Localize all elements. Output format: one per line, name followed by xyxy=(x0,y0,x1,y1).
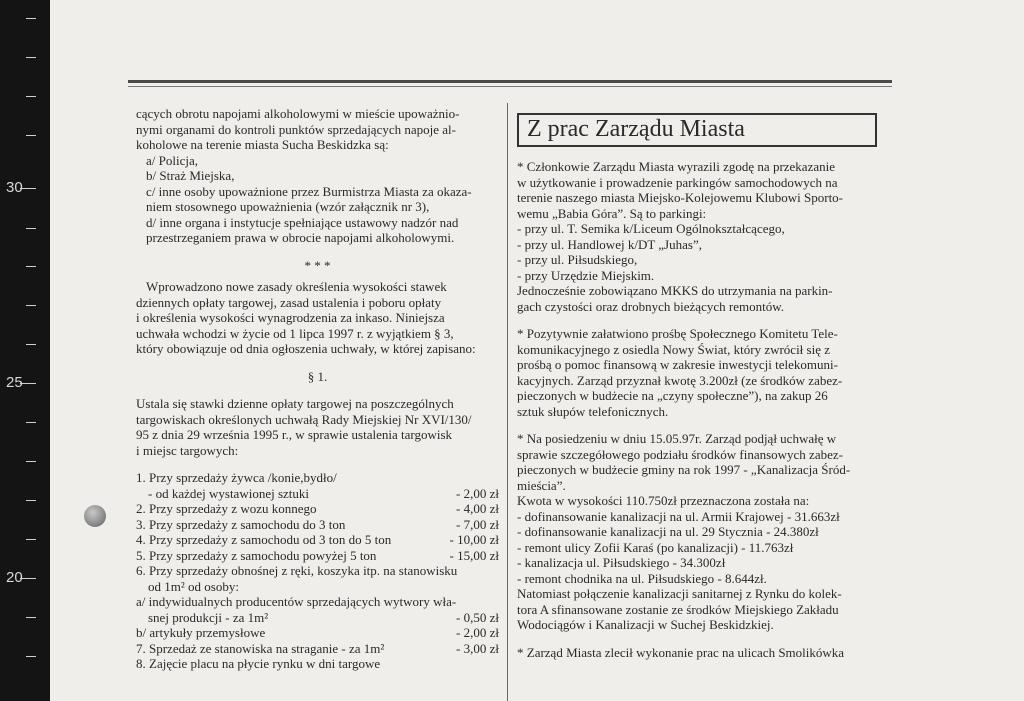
ruler-tick xyxy=(26,500,36,501)
text-line: sztuk słupów telefonicznych. xyxy=(517,403,669,419)
text-line: Wodociągów i Kanalizacji w Suchej Beskidzkiej. xyxy=(517,617,774,632)
fee-row xyxy=(136,625,499,641)
ruler-tick xyxy=(26,305,36,306)
fee-label: 6. Przy sprzedaży obnośnej z ręki, koszyka itp. na stanowisku xyxy=(136,563,458,578)
fee-row xyxy=(136,579,499,595)
ruler-tick xyxy=(26,135,36,136)
fee-row xyxy=(136,501,499,517)
text-line: mieścia”. xyxy=(517,477,566,493)
text-line: uchwała wchodzi w życie od 1 lipca 1997 r. z wyjątkiem § 3, xyxy=(136,325,454,341)
text-line: w użytkowanie i prowadzenie parkingów samochodowych na xyxy=(517,174,838,190)
intro-paragraph xyxy=(136,106,499,153)
fee-row xyxy=(136,532,499,548)
fee-label: 7. Sprzedaż ze stanowiska na straganie - za 1m² xyxy=(136,640,385,656)
text-line: koholowe na terenie miasta Sucha Beskidzka są: xyxy=(136,137,389,152)
authority-list xyxy=(136,153,499,246)
fee-label: - od każdej wystawionej sztuki xyxy=(148,485,310,501)
fee-list xyxy=(136,470,499,672)
text-line: Ustala się stawki dzienne opłaty targowej na poszczególnych xyxy=(136,396,454,411)
fee-row xyxy=(136,656,499,672)
text-line: - przy ul. Handlowej k/DT „Juhas”, xyxy=(517,236,702,252)
text-line: tora A sfinansowane zostanie ze środków Miejskiego Zakładu xyxy=(517,601,839,617)
news-item xyxy=(517,431,879,633)
ruler-tick xyxy=(26,617,36,618)
fees-intro-paragraph xyxy=(136,279,499,357)
text-line: pieczonych w budżecie gminy na rok 1997 - „Kanalizacja Śród- xyxy=(517,462,851,477)
text-line: prośbą o pomoc finansową w zakresie inwestycji telekomuni- xyxy=(517,357,838,372)
ruler-tick xyxy=(26,656,36,657)
text-line: * Członkowie Zarządu Miasta wyrazili zgodę na przekazanie xyxy=(517,159,835,174)
ruler-tick xyxy=(26,228,36,229)
fee-row xyxy=(136,470,499,486)
fee-row xyxy=(136,548,499,564)
news-item xyxy=(517,326,879,419)
fee-label: od 1m² od osoby: xyxy=(148,578,239,594)
fee-row xyxy=(136,610,499,626)
text-line: wemu „Babia Góra”. Są to parkingi: xyxy=(517,205,707,221)
section-heading: § 1. xyxy=(307,368,328,384)
right-column xyxy=(517,113,879,660)
ruler-label: 25 xyxy=(6,374,23,391)
text-line: * Zarząd Miasta zlecił wykonanie prac na ulicach Smolikówka xyxy=(517,644,845,660)
fee-value: - 2,00 zł xyxy=(456,625,499,640)
fee-value: - 7,00 zł xyxy=(456,516,499,532)
list-item: b/ Straż Miejska, xyxy=(146,168,235,183)
text-line: dziennych opłaty targowej, zasad ustalenia i poboru opłaty xyxy=(136,294,442,310)
fee-value: - 4,00 zł xyxy=(456,501,499,516)
ruler-tick xyxy=(26,422,36,423)
fee-row xyxy=(136,594,499,610)
fee-label: 3. Przy sprzedaży z samochodu do 3 ton xyxy=(136,516,346,532)
fee-row xyxy=(136,517,499,533)
fee-label: 2. Przy sprzedaży z wozu konnego xyxy=(136,501,317,516)
ruler xyxy=(0,0,50,701)
text-line: Wprowadzono nowe zasady określenia wysokości stawek xyxy=(146,279,447,294)
header-rule xyxy=(128,80,892,83)
fee-label: 4. Przy sprzedaży z samochodu od 3 ton do 5 ton xyxy=(136,532,392,547)
fee-label: b/ artykuły przemysłowe xyxy=(136,625,266,640)
ruler-label: 20 xyxy=(6,569,23,586)
news-item xyxy=(517,159,879,314)
text-line: - remont ulicy Zofii Karaś (po kanalizacji) - 11.763zł xyxy=(517,539,794,555)
text-line: i określenia wysokości wynagrodzenia za inkaso. Niniejsza xyxy=(136,310,445,325)
text-line: pieczonych w budżecie na „czyny społeczne”), na zakup 26 xyxy=(517,388,828,403)
text-line: gach czystości oraz drobnych bieżących remontów. xyxy=(517,298,784,314)
text-line: Jednocześnie zobowiązano MKKS do utrzymania na parkin- xyxy=(517,283,833,298)
fee-row xyxy=(136,486,499,502)
text-line: targowiskach określonych uchwałą Rady Miejskiej Nr XVI/130/ xyxy=(136,411,472,427)
fee-label: 8. Zajęcie placu na płycie rynku w dni targowe xyxy=(136,656,381,671)
text-line: - przy ul. Piłsudskiego, xyxy=(517,252,638,267)
text-line: - przy Urzędzie Miejskim. xyxy=(517,267,655,283)
ruler-tick xyxy=(26,344,36,345)
fee-label: 5. Przy sprzedaży z samochodu powyżej 5 ton xyxy=(136,547,377,563)
text-line: 95 z dnia 29 września 1995 r., w sprawie ustalenia targowisk xyxy=(136,427,453,442)
text-line: nymi organami do kontroli punktów sprzedających napoje al- xyxy=(136,121,456,137)
fee-row xyxy=(136,641,499,657)
fees-paragraph xyxy=(136,396,499,458)
ruler-tick xyxy=(26,18,36,19)
ruler-tick xyxy=(26,266,36,267)
text-line: sprawie szczegółowego podziału środków finansowych zabez- xyxy=(517,446,843,462)
fee-value: - 10,00 zł xyxy=(449,532,499,547)
text-line: - kanalizacja ul. Piłsudskiego - 34.300zł xyxy=(517,555,726,570)
ruler-tick xyxy=(26,96,36,97)
fee-value: - 15,00 zł xyxy=(449,547,499,563)
ruler-tick xyxy=(26,539,36,540)
text-line: kacyjnych. Zarząd przyznał kwotę 3.200zł (ze środków zabez- xyxy=(517,372,843,388)
news-item xyxy=(517,645,879,661)
fee-label: 1. Przy sprzedaży żywca /konie,bydło/ xyxy=(136,470,337,485)
ruler-label: 30 xyxy=(6,179,23,196)
text-line: Natomiast połączenie kanalizacji sanitarnej z Rynku do kolek- xyxy=(517,586,842,601)
column-divider xyxy=(507,103,508,701)
fee-value: - 3,00 zł xyxy=(456,640,499,656)
text-line: cących obrotu napojami alkoholowymi w mieście upoważnio- xyxy=(136,106,460,121)
text-line: - dofinansowanie kanalizacji na ul. 29 Stycznia - 24.380zł xyxy=(517,524,819,539)
text-line: - przy ul. T. Semika k/Liceum Ogólnokształcącego, xyxy=(517,221,785,236)
text-line: terenie naszego miasta Miejsko-Kolejowemu Klubowi Sporto- xyxy=(517,190,844,205)
fee-row xyxy=(136,563,499,579)
text-line: i miejsc targowych: xyxy=(136,442,239,458)
ruler-tick xyxy=(26,57,36,58)
text-line: - remont chodnika na ul. Piłsudskiego - 8.644zł. xyxy=(517,570,767,586)
list-item: d/ inne organa i instytucje spełniające ustawowy nadzór nad xyxy=(146,214,459,230)
list-item: przestrzeganiem prawa w obrocie napojami alkoholowymi. xyxy=(146,230,455,245)
text-line: * Pozytywnie załatwiono prośbę Społecznego Komitetu Tele- xyxy=(517,326,838,341)
list-item: a/ Policja, xyxy=(146,152,198,168)
ruler-tick xyxy=(26,461,36,462)
list-item: niem stosownego upoważnienia (wzór załącznik nr 3), xyxy=(146,199,430,214)
fee-label: a/ indywidualnych producentów sprzedających wytwory wła- xyxy=(136,594,457,609)
fee-label: snej produkcji - za 1m² xyxy=(148,609,269,625)
text-line: Kwota w wysokości 110.750zł przeznaczona została na: xyxy=(517,493,810,508)
text-line: który obowiązuje od dnia ogłoszenia uchwały, w której zapisano: xyxy=(136,341,476,356)
text-line: komunikacyjnego z osiedla Nowy Świat, który zwrócił się z xyxy=(517,341,831,357)
text-line: * Na posiedzeniu w dniu 15.05.97r. Zarząd podjął uchwałę w xyxy=(517,431,837,446)
header-rule-thin xyxy=(128,86,892,87)
text-line: - dofinansowanie kanalizacji na ul. Armii Krajowej - 31.663zł xyxy=(517,508,840,524)
punch-hole xyxy=(84,505,106,527)
fee-value: - 0,50 zł xyxy=(456,609,499,625)
section-separator: * * * xyxy=(304,257,331,273)
left-column xyxy=(136,106,499,672)
article-title: Z prac Zarządu Miasta xyxy=(517,113,877,147)
list-item: c/ inne osoby upoważnione przez Burmistrza Miasta za okaza- xyxy=(146,183,472,199)
fee-value: - 2,00 zł xyxy=(456,485,499,501)
